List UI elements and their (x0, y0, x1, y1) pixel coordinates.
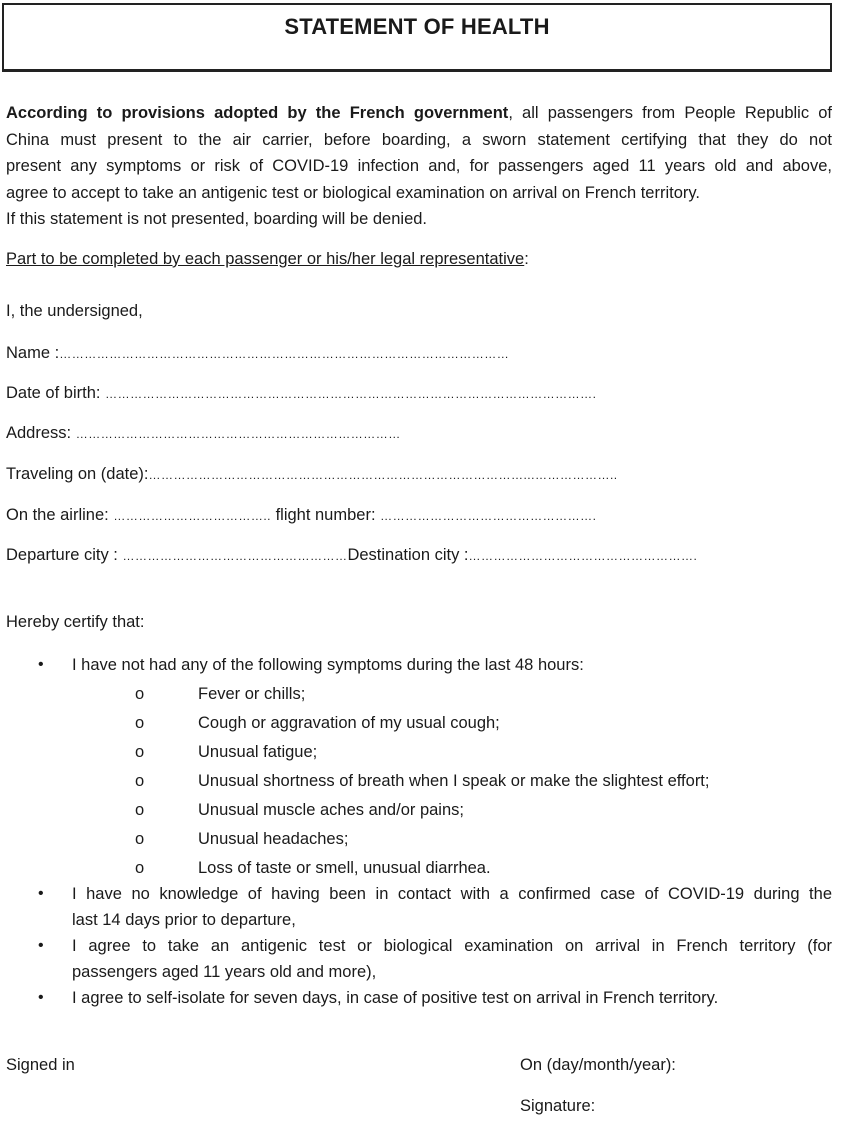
intro-line-2: China must present to the air carrier, before boarding, a sworn statement certifying that they do not (6, 130, 832, 149)
intro-line-4: agree to accept to take an antigenic test or biological examination on arrival on French territory. (6, 183, 700, 202)
bullet-text: I agree to self-isolate for seven days, in case of positive test on arrival in French territory. (72, 989, 719, 1007)
intro-line-1 (6, 100, 832, 127)
traveling-field[interactable] (6, 461, 618, 488)
part-heading-colon: : (524, 250, 529, 268)
flight-number-label: flight number: (270, 506, 381, 524)
part-heading-text: Part to be completed by each passenger or his/her legal representative (6, 250, 525, 268)
destination-label: Destination city : (347, 546, 469, 564)
bullet-text-line-2: passengers aged 11 years old and more), (72, 963, 377, 981)
bullet-text-line-2: last 14 days prior to departure, (72, 911, 296, 929)
circle-bullet-icon: o (135, 859, 145, 877)
circle-bullet-icon: o (135, 830, 145, 848)
departure-input-line[interactable]: ……………………………………………… (122, 549, 348, 563)
date-field[interactable]: On (day/month/year): (520, 1056, 676, 1074)
symptom-text: Loss of taste or smell, unusual diarrhea. (198, 859, 491, 877)
symptom-text: Cough or aggravation of my usual cough; (198, 714, 500, 732)
dob-field[interactable] (6, 380, 596, 407)
destination-input-line[interactable]: ………………………………………………. (468, 549, 698, 563)
city-field[interactable] (6, 542, 697, 569)
traveling-input-line[interactable]: ………………………………………………………………………………...……………….. (148, 468, 618, 482)
intro-line-1-rest: , all passengers from People Republic of (508, 104, 832, 122)
signed-in-field[interactable]: Signed in (6, 1056, 75, 1074)
bullet-text-line-1: I have no knowledge of having been in contact with a confirmed case of COVID-19 during the (72, 885, 832, 903)
symptom-text: Fever or chills; (198, 685, 306, 703)
intro-paragraph (6, 100, 832, 233)
hereby-certify: Hereby certify that: (6, 613, 145, 631)
traveling-label: Traveling on (date): (6, 465, 149, 483)
undersigned-text: I, the undersigned, (6, 302, 143, 320)
airline-field[interactable] (6, 502, 596, 529)
page-title: STATEMENT OF HEALTH (284, 14, 550, 39)
intro-bold-lead: According to provisions adopted by the French government (6, 104, 509, 122)
bullet-icon: • (38, 656, 44, 673)
bullet-text: I have not had any of the following symptoms during the last 48 hours: (72, 656, 584, 674)
circle-bullet-icon: o (135, 743, 145, 761)
symptom-text: Unusual shortness of breath when I speak or make the slightest effort; (198, 772, 710, 790)
circle-bullet-icon: o (135, 772, 145, 790)
dob-input-line[interactable]: ………………………………………………………………………………………………………. (105, 387, 597, 401)
departure-label: Departure city : (6, 546, 123, 564)
dob-label: Date of birth: (6, 384, 106, 402)
address-label: Address: (6, 424, 76, 442)
address-input-line[interactable]: …………………………………………………………………… (75, 427, 401, 441)
bullet-icon: • (38, 937, 44, 954)
intro-line-3: present any symptoms or risk of COVID-19 infection and, for passengers aged 11 years old and above, (6, 157, 832, 175)
circle-bullet-icon: o (135, 714, 145, 732)
name-field[interactable] (6, 340, 509, 367)
flight-number-input-line[interactable]: ……………………………………………. (380, 509, 597, 523)
intro-line-5: If this statement is not presented, boarding will be denied. (6, 210, 427, 228)
bullet-icon: • (38, 989, 44, 1006)
name-input-line[interactable]: ……………………………………………………………………………………………… (59, 347, 510, 361)
bullet-text-line-1: I agree to take an antigenic test or biological examination on arrival in French territory (for (72, 937, 832, 955)
bullet-icon: • (38, 885, 44, 902)
circle-bullet-icon: o (135, 801, 145, 819)
symptom-text: Unusual fatigue; (198, 743, 318, 761)
airline-label: On the airline: (6, 506, 114, 524)
symptom-text: Unusual headaches; (198, 830, 349, 848)
name-label: Name : (6, 344, 60, 362)
part-heading (6, 246, 529, 272)
title-box (2, 3, 832, 72)
address-field[interactable] (6, 420, 401, 447)
symptom-text: Unusual muscle aches and/or pains; (198, 801, 464, 819)
signature-field[interactable]: Signature: (520, 1097, 596, 1115)
airline-input-line[interactable]: ……………………………….. (113, 509, 271, 523)
circle-bullet-icon: o (135, 685, 145, 703)
